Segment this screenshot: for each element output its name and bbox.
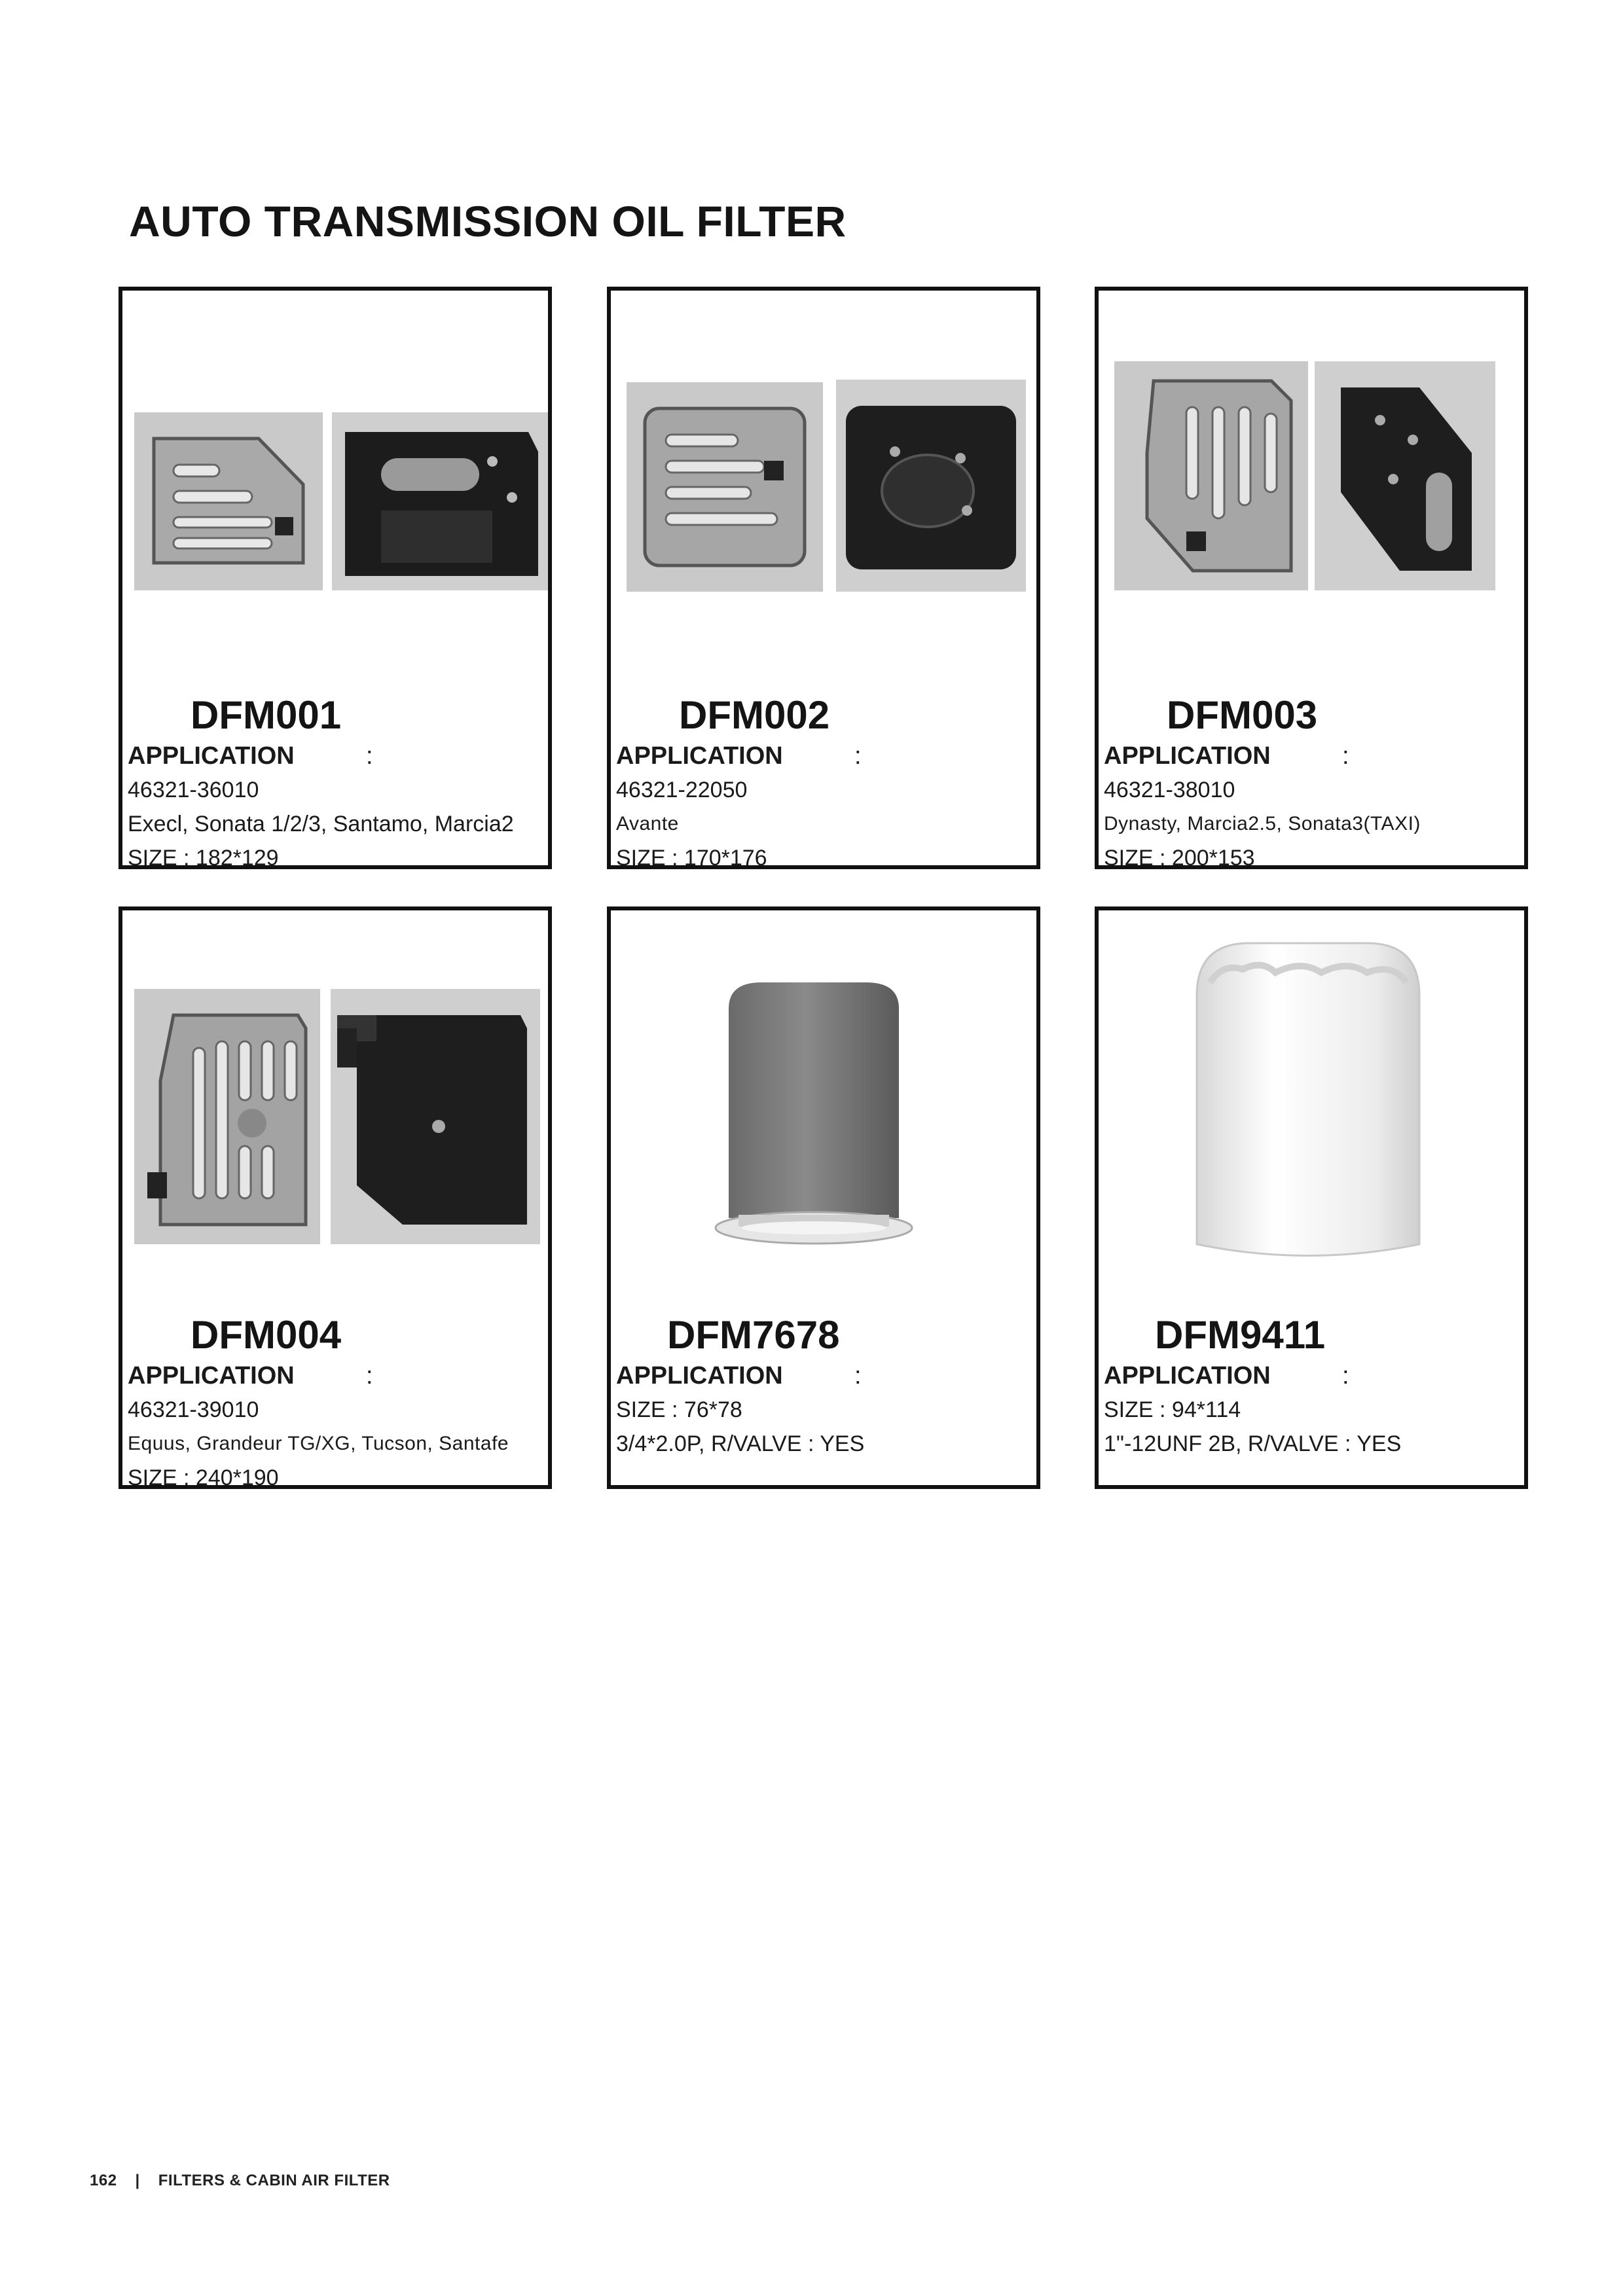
section-name: FILTERS & CABIN AIR FILTER — [158, 2172, 390, 2189]
page-number: 162 — [90, 2172, 117, 2189]
page-footer — [90, 2172, 390, 2190]
part-number: 46321-39010 — [128, 1397, 259, 1422]
product-code: DFM004 — [191, 1313, 342, 1357]
product-photo-front — [134, 412, 323, 590]
size-spec: SIZE : 76*78 — [616, 1397, 742, 1422]
product-code: DFM002 — [679, 693, 830, 737]
product-photo-back — [836, 380, 1026, 592]
footer-separator: | — [135, 2172, 140, 2189]
product-card-dfm9411 — [1095, 906, 1528, 1489]
product-card-dfm004 — [119, 906, 552, 1489]
size-spec: SIZE : 94*114 — [1104, 1397, 1241, 1422]
thread-spec: 1"-12UNF 2B, R/VALVE : YES — [1104, 1431, 1402, 1456]
product-photo-front — [627, 382, 823, 592]
product-card-dfm002 — [607, 287, 1040, 869]
part-number: 46321-38010 — [1104, 778, 1235, 802]
size-spec: SIZE : 170*176 — [616, 846, 767, 870]
vehicle-models: Dynasty, Marcia2.5, Sonata3(TAXI) — [1104, 813, 1421, 834]
size-spec: SIZE : 200*153 — [1104, 846, 1255, 870]
product-code: DFM001 — [191, 693, 342, 737]
vehicle-models: Equus, Grandeur TG/XG, Tucson, Santafe — [128, 1433, 509, 1454]
application-label: APPLICATION : — [616, 1362, 862, 1390]
part-number: 46321-22050 — [616, 778, 748, 802]
page-title: AUTO TRANSMISSION OIL FILTER — [129, 197, 847, 245]
vehicle-models: Avante — [616, 813, 679, 834]
product-card-dfm003 — [1095, 287, 1528, 869]
product-photo — [709, 969, 919, 1264]
product-card-dfm7678 — [607, 906, 1040, 1489]
product-photo-front — [134, 989, 320, 1244]
thread-spec: 3/4*2.0P, R/VALVE : YES — [616, 1431, 865, 1456]
part-number: 46321-36010 — [128, 778, 259, 802]
product-code: DFM7678 — [667, 1313, 840, 1357]
application-label: APPLICATION : — [128, 742, 373, 770]
application-label: APPLICATION : — [616, 742, 862, 770]
product-code: DFM9411 — [1155, 1313, 1326, 1357]
product-photo — [1171, 924, 1446, 1277]
application-label: APPLICATION : — [1104, 742, 1349, 770]
product-photo-back — [331, 989, 540, 1244]
vehicle-models: Execl, Sonata 1/2/3, Santamo, Marcia2 — [128, 812, 514, 836]
product-photo-front — [1114, 361, 1308, 590]
product-card-dfm001 — [119, 287, 552, 869]
product-photo-back — [1315, 361, 1495, 590]
size-spec: SIZE : 240*190 — [128, 1465, 279, 1490]
application-label: APPLICATION : — [128, 1362, 373, 1390]
product-code: DFM003 — [1167, 693, 1318, 737]
product-photo-back — [332, 412, 548, 590]
application-label: APPLICATION : — [1104, 1362, 1349, 1390]
size-spec: SIZE : 182*129 — [128, 846, 279, 870]
